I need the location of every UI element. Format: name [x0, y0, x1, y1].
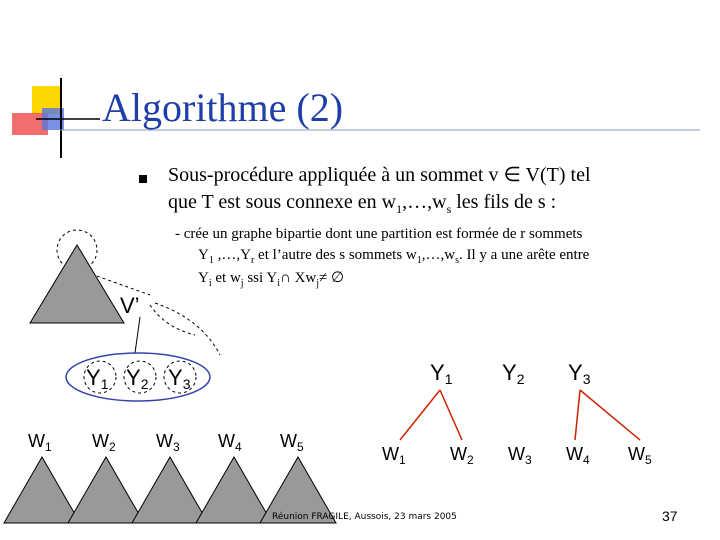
slide-title: Algorithme (2): [102, 85, 344, 130]
edge-y1-w2: [440, 390, 462, 440]
tree-w-label-5: $W_5$: [280, 431, 304, 454]
vprime-edge: [135, 317, 140, 353]
bip-w-label-5: $W_5$: [628, 444, 652, 467]
page-number: 37: [662, 508, 678, 524]
bip-y-label-1: Y1: [430, 360, 453, 387]
subtree-triangle-2: [68, 457, 144, 523]
subtree-triangle-4: [196, 457, 272, 523]
edge-y1-w1: [400, 390, 440, 440]
bip-w-label-2: $W_2$: [450, 444, 474, 467]
bullet-square-icon: [139, 175, 147, 183]
tree-w-label-3: $W_3$: [156, 431, 180, 454]
sub-bullet-line3: $Y_i$ et $w_j$ ssi $Y_i\cap$ $Xw_j\ne$ ∅: [198, 270, 345, 289]
sub-bullet-line1: - crée un graphe bipartie dont une partition est formée de r sommets: [175, 226, 583, 242]
y-label-2: Y2: [126, 365, 149, 392]
bip-w-label-3: $W_3$: [508, 444, 532, 467]
y-label-1: Y1: [86, 365, 109, 392]
tree-w-label-2: $W_2$: [92, 431, 116, 454]
bipartite-graph: [370, 345, 700, 475]
bullet-text-line2: que T est sous connexe en $w_1,\dots,w_s$ les fils de s :: [168, 191, 557, 216]
edge-y3-w4: [575, 390, 580, 440]
tree-w-label-4: $W_4$: [218, 431, 242, 454]
parent-subtree-triangle: [30, 245, 124, 323]
v-dashed-line-1: [155, 303, 220, 355]
y-label-3: Y3: [168, 365, 191, 392]
tree-diagram: [0, 225, 360, 525]
subtree-triangle-3: [132, 457, 208, 523]
bip-y-label-3: Y3: [568, 360, 591, 387]
bullet-text-line1: Sous-procédure appliquée à un sommet v ∈ V(T) tel: [168, 164, 591, 186]
sub-bullet-line2: $Y_1$ $,\dots,Y_r$ et l’autre des s sommets $w_1,\dots,w_s$. Il y a une arête entre: [198, 247, 590, 266]
slide-footer: Réunion FRAGILE, Aussois, 23 mars 2005: [272, 512, 457, 522]
tree-w-label-1: $W_1$: [28, 431, 52, 454]
bip-y-label-2: Y2: [502, 360, 525, 387]
subtree-triangle-1: [4, 457, 80, 523]
vprime-label: V’: [120, 293, 140, 318]
bip-w-label-4: $W_4$: [566, 444, 590, 467]
bip-w-label-1: $W_1$: [382, 444, 406, 467]
edge-y3-w5: [580, 390, 640, 440]
